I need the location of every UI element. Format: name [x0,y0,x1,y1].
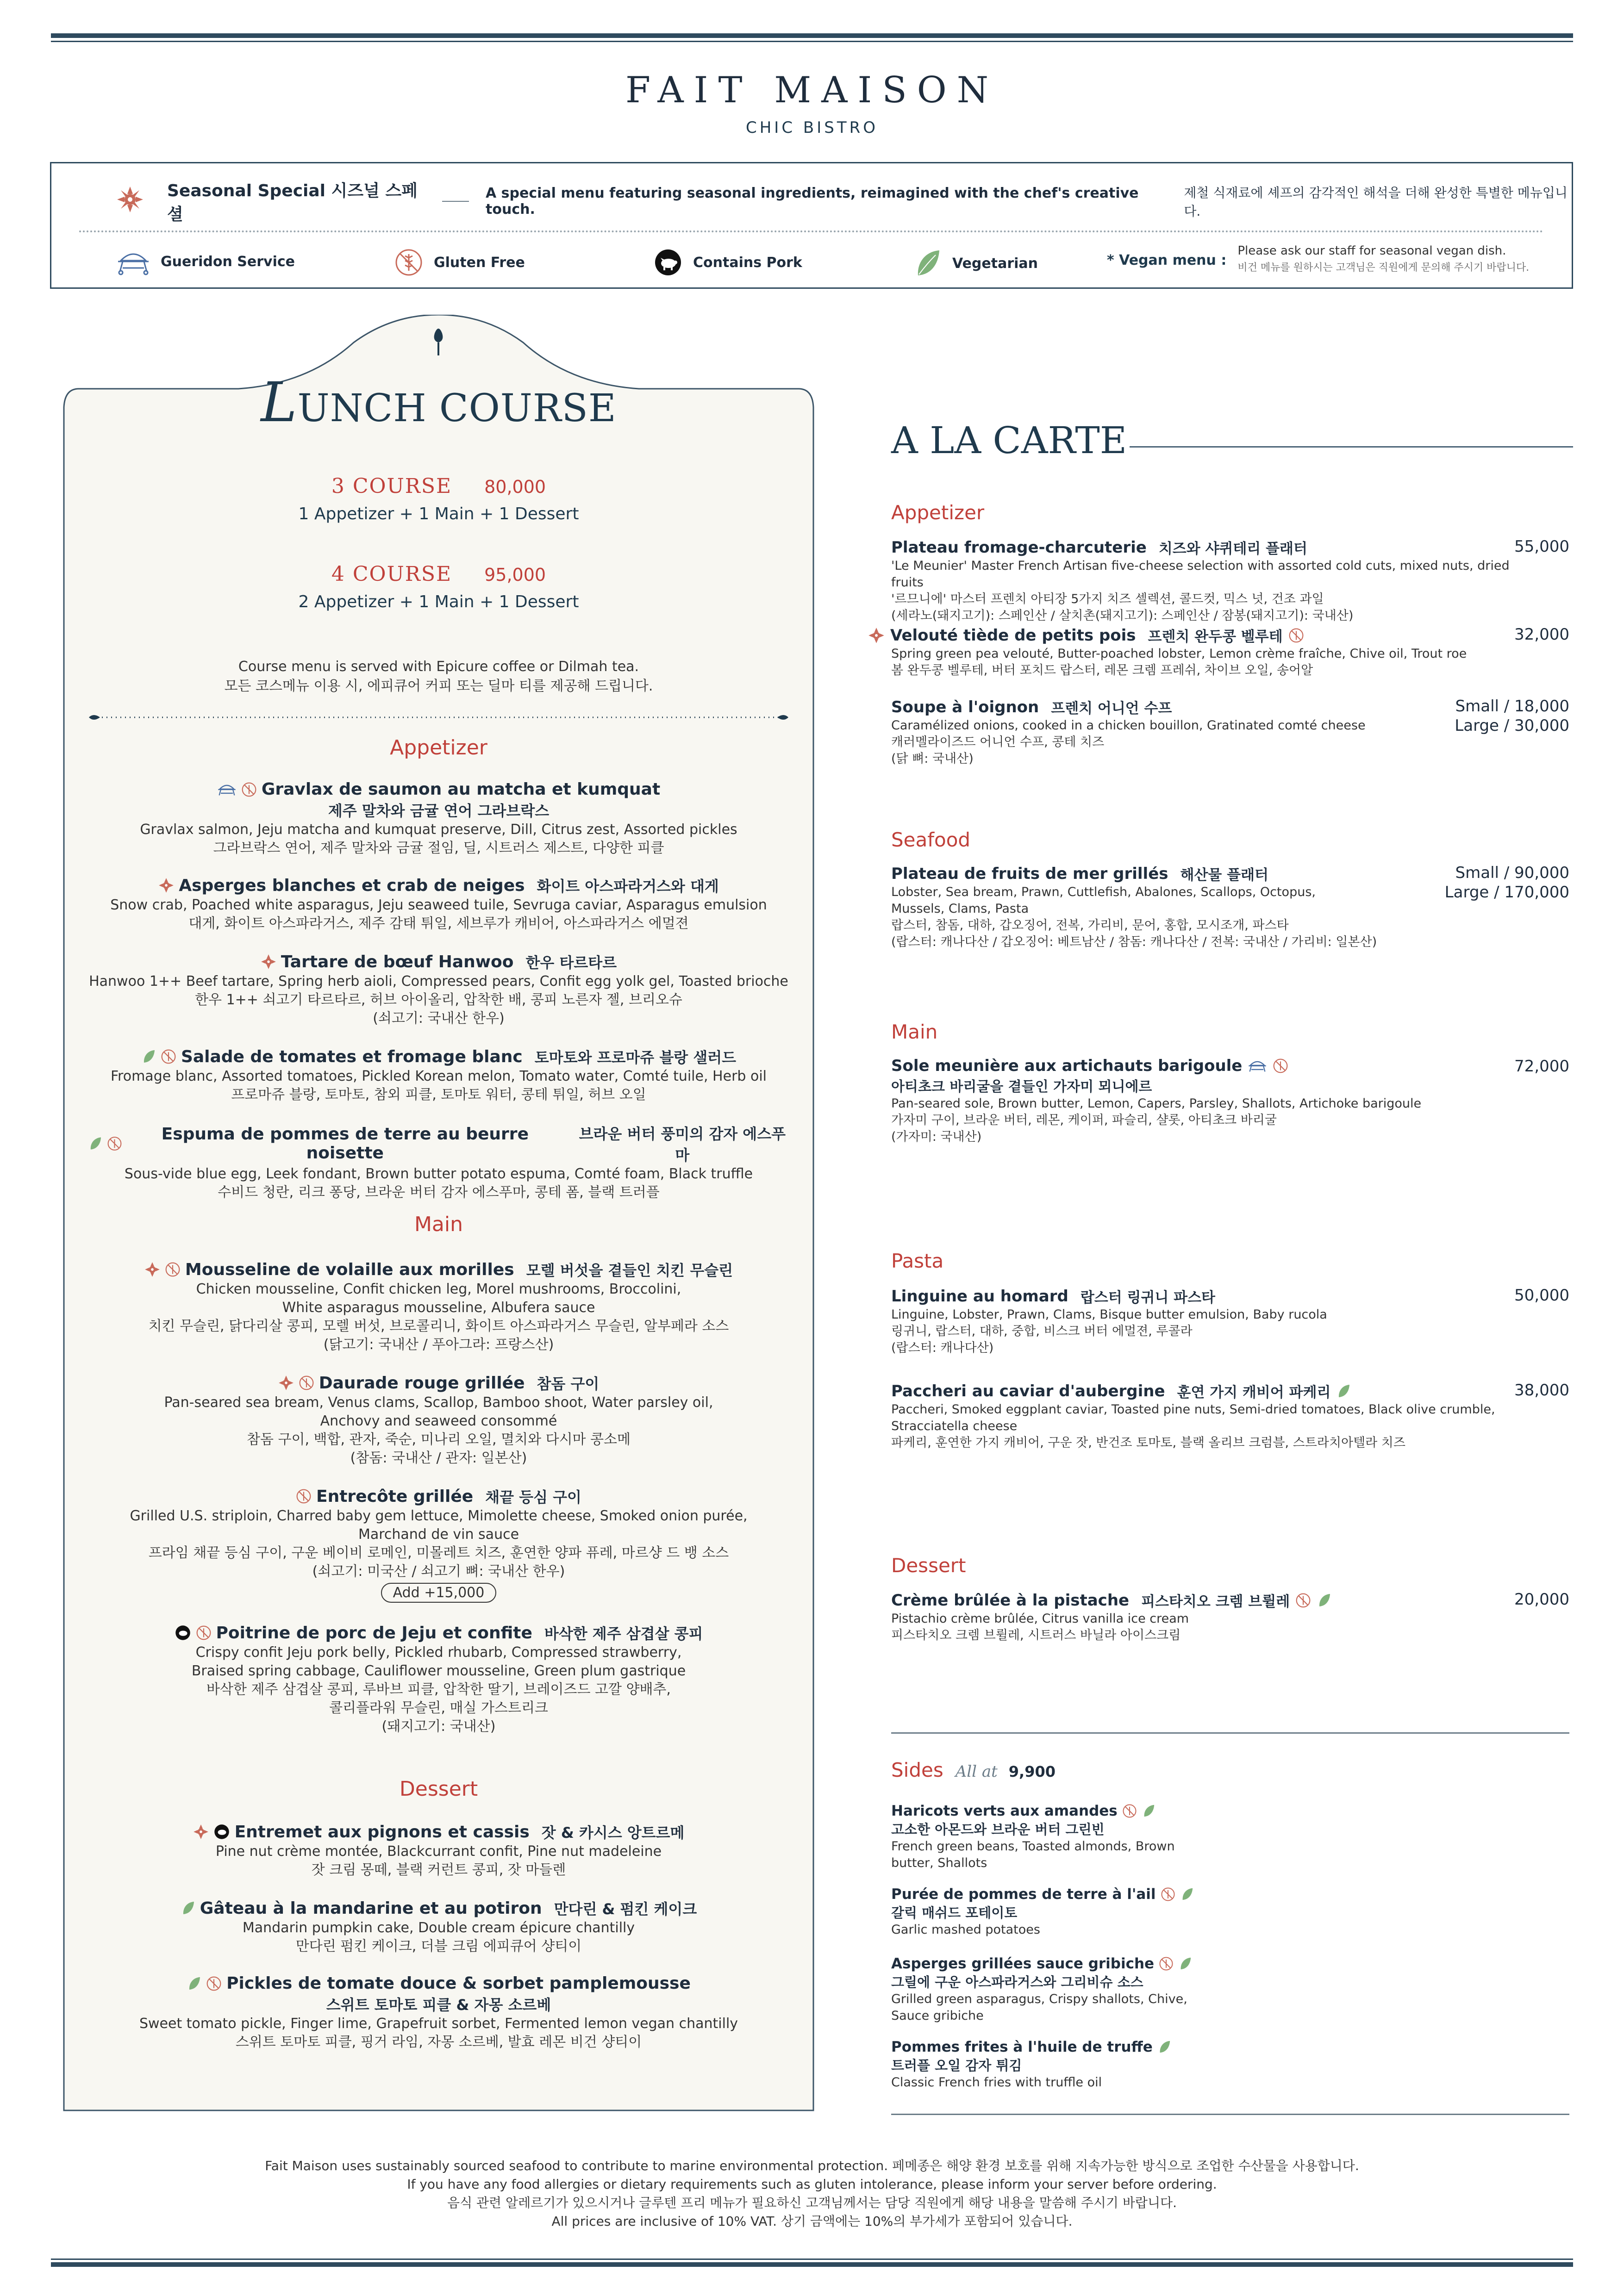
alc-appetizer-title: Appetizer [891,501,985,524]
leaf-icon [912,248,942,279]
dish-line: Fromage blanc, Assorted tomatoes, Pickled Korean melon, Tomato water, Comté tuile, Herb oil [110,1068,767,1084]
item-title: Plateau de fruits de mer grillés [891,864,1168,883]
legend-pork [653,248,802,277]
item-price: 72,000 [1514,1057,1569,1076]
lunch-title [60,370,817,434]
legend-divider [79,230,1544,232]
dish-korean: 화이트 아스파라거스와 대게 [537,877,719,895]
lunch-dish [88,1898,789,1956]
lunch-course-card [60,315,817,2115]
dish-name [88,1122,789,1165]
dish-line: 스위트 토마토 피클, 핑거 라임, 자몽 소르베, 발효 레몬 비건 샹티이 [235,2034,642,2050]
dish-korean: 토마토와 프로마쥬 블랑 샐러드 [534,1049,737,1066]
side-item [891,2039,1215,2091]
pork-icon [653,248,683,277]
item-line: Caramélized onions, cooked in a chicken bouillon, Gratinated comté cheese [891,718,1366,733]
dish-name [144,1259,733,1280]
pork-icon [175,1624,191,1641]
price-small: Small / 18,000 [1455,697,1569,716]
side-name [891,1803,1215,1819]
dish-korean: 만다린 & 펌킨 케이크 [554,1900,697,1918]
side-line: French green beans, Toasted almonds, Brown [891,1839,1175,1854]
dish-name [175,1622,703,1643]
dish-title: Asperges blanches et crab de neiges [179,876,525,895]
top-border [51,33,1573,38]
item-korean: 아티초크 바리굴을 곁들인 가자미 뫼니에르 [891,1079,1152,1095]
dish-line: Hanwoo 1++ Beef tartare, Spring herb aioli, Compressed pears, Confit egg yolk gel, Toasted brioche [89,973,788,989]
item-name [891,537,1569,558]
gueridon-icon [1248,1058,1267,1074]
item-line: Paccheri, Smoked eggplant caviar, Toasted pine nuts, Semi-dried tomatoes, Black olive crumble, [891,1402,1495,1417]
gluten-free-icon [296,1488,312,1504]
sides-rule-top [891,1732,1569,1734]
lunch-dessert-title: Dessert [399,1777,478,1801]
gluten-free-icon [165,1262,181,1277]
alc-dessert-title: Dessert [891,1554,966,1577]
seasonal-icon [193,1824,209,1840]
leaf-icon [1180,1887,1194,1902]
item-line: Spring green pea velouté, Butter-poached lobster, Lemon crème fraîche, Chive oil, Trout roe [891,647,1467,661]
side-name [891,1886,1215,1903]
leaf-icon [181,1900,195,1916]
lunch-dish [88,1486,789,1603]
course-4-desc: 2 Appetizer + 1 Main + 1 Dessert [298,592,579,611]
item-price [1455,697,1569,735]
alacarte-title: A LA CARTE [891,419,1127,462]
price-large: Large / 30,000 [1455,716,1569,735]
dish-line: Sweet tomato pickle, Finger lime, Grapefruit sorbet, Fermented lemon vegan chantilly [139,2015,738,2032]
pork-icon [213,1823,230,1840]
item-title: Sole meunière aux artichauts barigoule [891,1057,1243,1075]
dish-line: Grilled U.S. striploin, Charred baby gem lettuce, Mimolette cheese, Smoked onion purée, [130,1508,748,1524]
course-3-desc: 1 Appetizer + 1 Main + 1 Dessert [298,504,579,523]
footer [0,2157,1624,2231]
legend-pork-label: Contains Pork [693,254,802,271]
lunch-dish [88,1974,789,2052]
dish-line: 콜리플라워 무슬린, 매실 가스트리크 [329,1700,548,1716]
item-title: Velouté tiède de petits pois [890,626,1136,645]
gluten-free-icon [1122,1804,1137,1818]
item-title: Paccheri au caviar d'aubergine [891,1381,1165,1400]
dish-line: Mandarin pumpkin cake, Double cream épicure chantilly [242,1920,635,1936]
dish-line: Marchand de vin sauce [358,1526,519,1543]
dish-title: Pickles de tomate douce & sorbet pamplemousse [226,1974,691,1993]
leaf-icon [88,1136,102,1151]
top-border-thin [51,41,1573,42]
lunch-main-title: Main [414,1213,463,1236]
leaf-icon [1336,1383,1351,1399]
dish-title: Espuma de pommes de terre au beurre noisette [161,1125,529,1163]
item-line: Lobster, Sea bream, Prawn, Cuttlefish, Abalones, Scallops, Octopus, [891,885,1316,899]
dish-korean: 채끝 등심 구이 [485,1488,581,1506]
footer-line: If you have any food allergies or dietary requirements such as gluten intolerance, please inform your server before ordering. [407,2177,1217,2192]
dish-korean: 모렐 버섯을 곁들인 치킨 무슬린 [526,1262,733,1279]
menu-item [891,1590,1569,1644]
dish-line: Anchovy and seaweed consommé [320,1413,557,1429]
add-price-badge: Add +15,000 [381,1583,497,1603]
item-line: 캐러멜라이즈드 어니언 수프, 콩테 치즈 [891,735,1105,749]
dish-line: 잣 크림 몽떼, 블랙 커런트 콩피, 잣 마들렌 [311,1862,566,1878]
course-3-price: 80,000 [484,477,546,497]
gluten-free-icon [1273,1058,1288,1074]
item-korean: 훈연 가지 캐비어 파케리 [1177,1384,1331,1401]
sides-rule-bottom [891,2114,1569,2115]
item-line: (랍스터: 캐나다산) [891,1341,994,1355]
dish-title: Entremet aux pignons et cassis [234,1822,530,1842]
menu-item [891,537,1569,624]
gueridon-icon [116,248,150,275]
lunch-dish [88,1622,789,1736]
menu-item [891,1381,1569,1451]
item-name [891,1057,1569,1075]
course-3 [60,474,817,523]
brand-name: FAIT MAISON [625,69,999,111]
sides-all-at: All at [955,1762,998,1781]
dish-korean: 참돔 구이 [537,1375,600,1393]
dish-korean: 바삭한 제주 삼겹살 콩피 [544,1625,703,1643]
item-line: (랍스터: 캐나다산 / 갑오징어: 베트남산 / 참돔: 캐나다산 / 전복: 국내산 / 가리비: 일본산) [891,935,1377,949]
dish-line: 바삭한 제주 삼겹살 콩피, 루바브 피클, 압착한 딸기, 브레이즈드 고깔 양배추, [206,1681,671,1698]
seasonal-icon [158,877,174,893]
sides-price: 9,900 [1008,1763,1056,1780]
lunch-dish [88,1259,789,1354]
item-line: Pistachio crème brûlée, Citrus vanilla ice cream [891,1612,1189,1626]
alc-seafood-title: Seafood [891,828,971,851]
item-line: '르므니에' 마스터 프렌치 아티장 5가지 치즈 셀렉션, 콜드컷, 믹스 넛, 건조 과일 [891,592,1324,606]
lunch-dish [88,1046,789,1104]
item-line: (닭 뼈: 국내산) [891,752,974,766]
lunch-dish [88,951,789,1028]
side-title: Asperges grillées sauce gribiche [891,1955,1155,1972]
alc-pasta-title: Pasta [891,1250,944,1272]
lunch-title-initial: L [261,370,298,434]
dish-line: White asparagus mousseline, Albufera sauce [282,1300,595,1316]
seasonal-dash [442,201,469,202]
item-korean: 랍스터 링귀니 파스타 [1080,1289,1215,1306]
lunch-title-rest: UNCH COURSE [297,386,617,430]
side-title: Haricots verts aux amandes [891,1803,1118,1819]
dish-korean: 제주 말차와 금귤 연어 그라브락스 [328,802,550,820]
lunch-appetizer-title: Appetizer [390,736,487,759]
item-korean: 프렌치 완두콩 벨루테 [1148,628,1283,645]
vegan-label: * Vegan menu : [1107,252,1227,268]
dish-line: (닭고기: 국내산 / 푸아그라: 프랑스산) [323,1337,554,1353]
course-3-name: 3 COURSE [331,474,452,498]
dish-title: Entrecôte grillée [316,1487,474,1506]
legend-gluten-free [394,248,525,277]
leaf-icon [1317,1593,1331,1608]
gluten-free-icon [161,1049,176,1064]
item-title: Plateau fromage-charcuterie [891,538,1147,557]
dish-line: Braised spring cabbage, Cauliflower mousseline, Green plum gastrique [191,1663,686,1679]
dish-korean: 잣 & 카시스 앙트르메 [541,1824,685,1842]
side-korean: 그릴에 구운 아스파라거스와 그리비슈 소스 [891,1974,1143,1990]
item-line: 가자미 구이, 브라운 버터, 레몬, 케이퍼, 파슬리, 샬롯, 아티초크 바리굴 [891,1113,1277,1127]
seasonal-row [167,181,1572,224]
alc-main-title: Main [891,1020,938,1043]
side-item [891,1955,1215,2024]
vegan-note-ko: 비건 메뉴를 원하시는 고객님은 직원에게 문의해 주시기 바랍니다. [1237,262,1530,274]
course-4-price: 95,000 [484,565,546,585]
dish-line: Gravlax salmon, Jeju matcha and kumquat preserve, Dill, Citrus zest, Assorted pickles [140,821,737,838]
legend-vegetarian [912,248,1038,279]
item-title: Linguine au homard [891,1287,1068,1306]
gluten-free-icon [394,248,424,277]
side-name [891,1955,1215,1972]
dish-title: Gravlax de saumon au matcha et kumquat [261,780,661,799]
course-4 [60,562,817,611]
dish-line: 프로마쥬 블랑, 토마토, 참외 피클, 토마토 워터, 콩테 튀일, 허브 오일 [231,1087,646,1103]
dish-name [141,1046,736,1067]
item-name [868,625,1569,646]
dish-name [261,951,617,972]
gluten-free-icon [1161,1887,1175,1902]
alacarte-rule [1130,446,1573,448]
side-title: Purée de pommes de terre à l'ail [891,1886,1156,1903]
dish-title: Tartare de bœuf Hanwoo [281,952,514,971]
sides-header [891,1759,1056,1781]
dish-line: 그라브락스 연어, 제주 말차와 금귤 절임, 딜, 시트러스 제스트, 다양한 피클 [213,840,664,856]
item-line: 'Le Meunier' Master French Artisan five-cheese selection with assorted cold cuts, mixed nuts, dried fruits [891,559,1510,590]
leaf-icon [187,1976,201,1991]
footer-line: 음식 관련 알레르기가 있으시거나 글루텐 프리 메뉴가 필요하신 고객님께서는 담당 직원에게 해당 내용을 말씀해 주시기 바랍니다. [447,2195,1177,2210]
dish-line: 한우 1++ 쇠고기 타르타르, 허브 아이올리, 압착한 배, 콩피 노른자 젤, 브리오슈 [195,992,682,1008]
item-korean: 해산물 플래터 [1180,867,1268,884]
side-line: Grilled green asparagus, Crispy shallots, Chive, [891,1992,1187,2006]
dish-line: Pine nut crème montée, Blackcurrant confit, Pine nut madeleine [215,1843,662,1860]
item-line: Pan-seared sole, Brown butter, Lemon, Capers, Parsley, Shallots, Artichoke barigoule [891,1096,1422,1111]
dish-title: Salade de tomates et fromage blanc [181,1047,523,1066]
item-line: Mussels, Clams, Pasta [891,902,1029,916]
menu-item [891,625,1569,679]
gluten-free-icon [1288,628,1304,643]
course-note-ko: 모든 코스메뉴 이용 시, 에피큐어 커피 또는 딜마 티를 제공해 드립니다. [224,678,653,694]
dish-line: Sous-vide blue egg, Leek fondant, Brown butter potato espuma, Comté foam, Black truffle [124,1166,753,1182]
dish-name [193,1821,685,1842]
dish-title: Poitrine de porc de Jeju et confite [216,1623,532,1643]
side-item [891,1803,1215,1872]
side-line: Classic French fries with truffle oil [891,2075,1102,2090]
gluten-free-icon [206,1976,222,1991]
item-line: 피스타치오 크렘 브륄레, 시트러스 바닐라 아이스크림 [891,1628,1181,1643]
gluten-free-icon [241,782,257,797]
dish-line: 참돔 구이, 백합, 관자, 죽순, 미나리 오일, 멸치와 다시마 콩소메 [246,1431,631,1448]
side-title: Pommes frites à l'huile de truffe [891,2039,1153,2055]
gluten-free-icon [1295,1593,1311,1608]
dish-name [278,1372,600,1394]
menu-item [891,863,1569,951]
side-name [891,2039,1215,2055]
dish-name [181,1898,697,1919]
item-name [891,1381,1569,1401]
dish-title: Gâteau à la mandarine et au potiron [200,1898,542,1918]
dish-name [187,1974,691,1993]
item-line: 파케리, 훈연한 가지 캐비어, 구운 잣, 반건조 토마토, 블랙 올리브 크럼블, 스트라치아텔라 치즈 [891,1436,1405,1450]
item-name [891,1286,1569,1307]
dish-line: (참돔: 국내산 / 관자: 일본산) [350,1450,527,1466]
side-line: Garlic mashed potatoes [891,1923,1040,1937]
vegan-note-en: Please ask our staff for seasonal vegan dish. [1237,244,1506,258]
dish-line: 만다린 펌킨 케이크, 더블 크림 에피큐어 샹티이 [295,1938,582,1954]
lunch-dish [88,1122,789,1202]
dish-korean: 한우 타르타르 [525,954,617,971]
bottom-border [51,2262,1573,2267]
dish-name [296,1486,581,1507]
item-price: 20,000 [1514,1590,1569,1609]
side-korean: 고소한 아몬드와 브라운 버터 그린빈 [891,1822,1105,1837]
seasonal-icon [868,627,885,644]
lunch-dish [88,875,789,933]
gueridon-icon [217,782,237,797]
course-note [60,657,817,696]
dish-line: Snow crab, Poached white asparagus, Jeju seaweed tuile, Sevruga caviar, Asparagus emulsion [110,897,767,913]
item-line: 랍스터, 참돔, 대하, 갑오징어, 전복, 가리비, 문어, 홍합, 모시조개, 파스타 [891,918,1289,933]
dish-line: 프라임 채끝 등심 구이, 구운 베이비 로메인, 미몰레트 치즈, 훈연한 양파 퓨레, 마르샹 드 뱅 소스 [148,1545,729,1561]
seasonal-icon [116,186,144,215]
brand-subtitle: CHIC BISTRO [746,118,878,137]
legend-vegetarian-label: Vegetarian [952,255,1038,272]
item-line: (가자미: 국내산) [891,1130,982,1144]
legend-gueridon-label: Gueridon Service [161,253,295,270]
seasonal-icon [278,1375,294,1391]
item-price: 55,000 [1514,537,1569,556]
leaf-icon [1142,1804,1156,1818]
item-price [1445,863,1569,902]
side-korean: 갈릭 매쉬드 포테이토 [891,1905,1018,1921]
legend-box [50,162,1573,289]
gluten-free-icon [196,1625,212,1641]
gluten-free-icon [299,1375,314,1391]
dish-line: (돼지고기: 국내산) [381,1718,496,1735]
dish-line: 치킨 무슬린, 닭다리살 콩피, 모렐 버섯, 브로콜리니, 화이트 아스파라거스 무슬린, 알부페라 소스 [148,1318,729,1334]
dish-line: (쇠고기: 미국산 / 쇠고기 뼈: 국내산 한우) [312,1563,565,1580]
item-line: 봄 완두콩 벨루테, 버터 포치드 랍스터, 레몬 크렘 프레쉬, 차이브 오일, 송어알 [891,663,1313,678]
item-title: Soupe à l'oignon [891,697,1039,716]
item-line: Linguine, Lobster, Prawn, Clams, Bisque butter emulsion, Baby rucola [891,1307,1327,1322]
dish-line: Crispy confit Jeju pork belly, Pickled rhubarb, Compressed strawberry, [195,1644,682,1661]
item-korean: 프렌치 어니언 수프 [1051,700,1172,717]
leaf-icon [1157,2040,1171,2054]
seasonal-desc: A special menu featuring seasonal ingredients, reimagined with the chef's creative touch. [486,185,1139,218]
item-name [891,1590,1569,1611]
leaf-icon [141,1049,156,1064]
item-price: 32,000 [1514,625,1569,644]
course-4-name: 4 COURSE [331,562,452,586]
dish-title: Daurade rouge grillée [319,1373,525,1393]
dish-korean: 스위트 토마토 피클 & 자몽 소르베 [326,1996,551,2014]
vegan-note [1107,242,1529,274]
side-korean: 트러플 오일 감자 튀김 [891,2058,1022,2073]
price-small: Small / 90,000 [1455,864,1569,882]
item-price: 38,000 [1514,1381,1569,1400]
item-korean: 피스타치오 크렘 브륄레 [1141,1593,1290,1610]
legend-gueridon [116,248,295,275]
item-korean: 치즈와 샤퀴테리 플래터 [1158,541,1307,557]
dish-korean: 브라운 버터 풍미의 감자 에스푸마 [579,1125,786,1164]
price-large: Large / 170,000 [1444,883,1569,902]
item-line: Stracciatella cheese [891,1419,1018,1433]
sides-title: Sides [891,1759,943,1781]
gluten-free-icon [107,1136,122,1151]
course-note-en: Course menu is served with Epicure coffee or Dilmah tea. [238,659,639,675]
item-price: 50,000 [1514,1286,1569,1305]
item-title: Crème brûlée à la pistache [891,1591,1130,1610]
item-line: (세라노(돼지고기): 스페인산 / 살치촌(돼지고기): 스페인산 / 잠봉(돼지고기): 국내산) [891,609,1354,623]
dish-line: Chicken mousseline, Confit chicken leg, Morel mushrooms, Broccolini, [196,1281,681,1297]
side-line: Sauce gribiche [891,2009,984,2023]
item-line: 링귀니, 랍스터, 대하, 중합, 비스크 버터 에멀젼, 루콜라 [891,1324,1193,1338]
dish-name [217,780,660,799]
footer-line: Fait Maison uses sustainably sourced seafood to contribute to marine environmental protection. 페메종은 해양 환경 보호를 위해 지속가능한 방식으로 조업한 수산물을 사용합니다. [265,2158,1359,2173]
footer-line: All prices are inclusive of 10% VAT. 상기 금액에는 10%의 부가세가 포함되어 있습니다. [551,2214,1073,2229]
bottom-border-thin [51,2259,1573,2260]
side-item [891,1886,1215,1938]
dish-line: (쇠고기: 국내산 한우) [373,1010,505,1027]
dish-name [158,875,719,896]
seasonal-icon [261,954,276,970]
side-line: butter, Shallots [891,1856,987,1870]
lunch-dish [88,1821,789,1879]
seasonal-desc-ko: 제철 식재료에 셰프의 감각적인 해석을 더해 완성한 특별한 메뉴입니다. [1184,185,1568,219]
legend-gluten-free-label: Gluten Free [434,254,525,271]
lunch-dish [88,1372,789,1468]
leaf-icon [1178,1956,1192,1971]
lunch-dish [88,780,789,858]
dish-line: 대게, 화이트 아스파라거스, 제주 감태 튀일, 세브루가 캐비어, 아스파라거스 에멀젼 [188,915,689,932]
menu-item [891,1057,1569,1145]
seasonal-title: Seasonal Special 시즈널 스페셜 [167,181,418,224]
dish-line: 수비드 청란, 리크 퐁당, 브라운 버터 감자 에스푸마, 콩테 폼, 블랙 트러플 [218,1184,660,1201]
menu-item [891,697,1569,767]
menu-item [891,1286,1569,1356]
dish-line: Pan-seared sea bream, Venus clams, Scallop, Bamboo shoot, Water parsley oil, [164,1394,713,1411]
gluten-free-icon [1159,1956,1174,1971]
dish-title: Mousseline de volaille aux morilles [185,1260,514,1279]
seasonal-icon [144,1262,160,1277]
